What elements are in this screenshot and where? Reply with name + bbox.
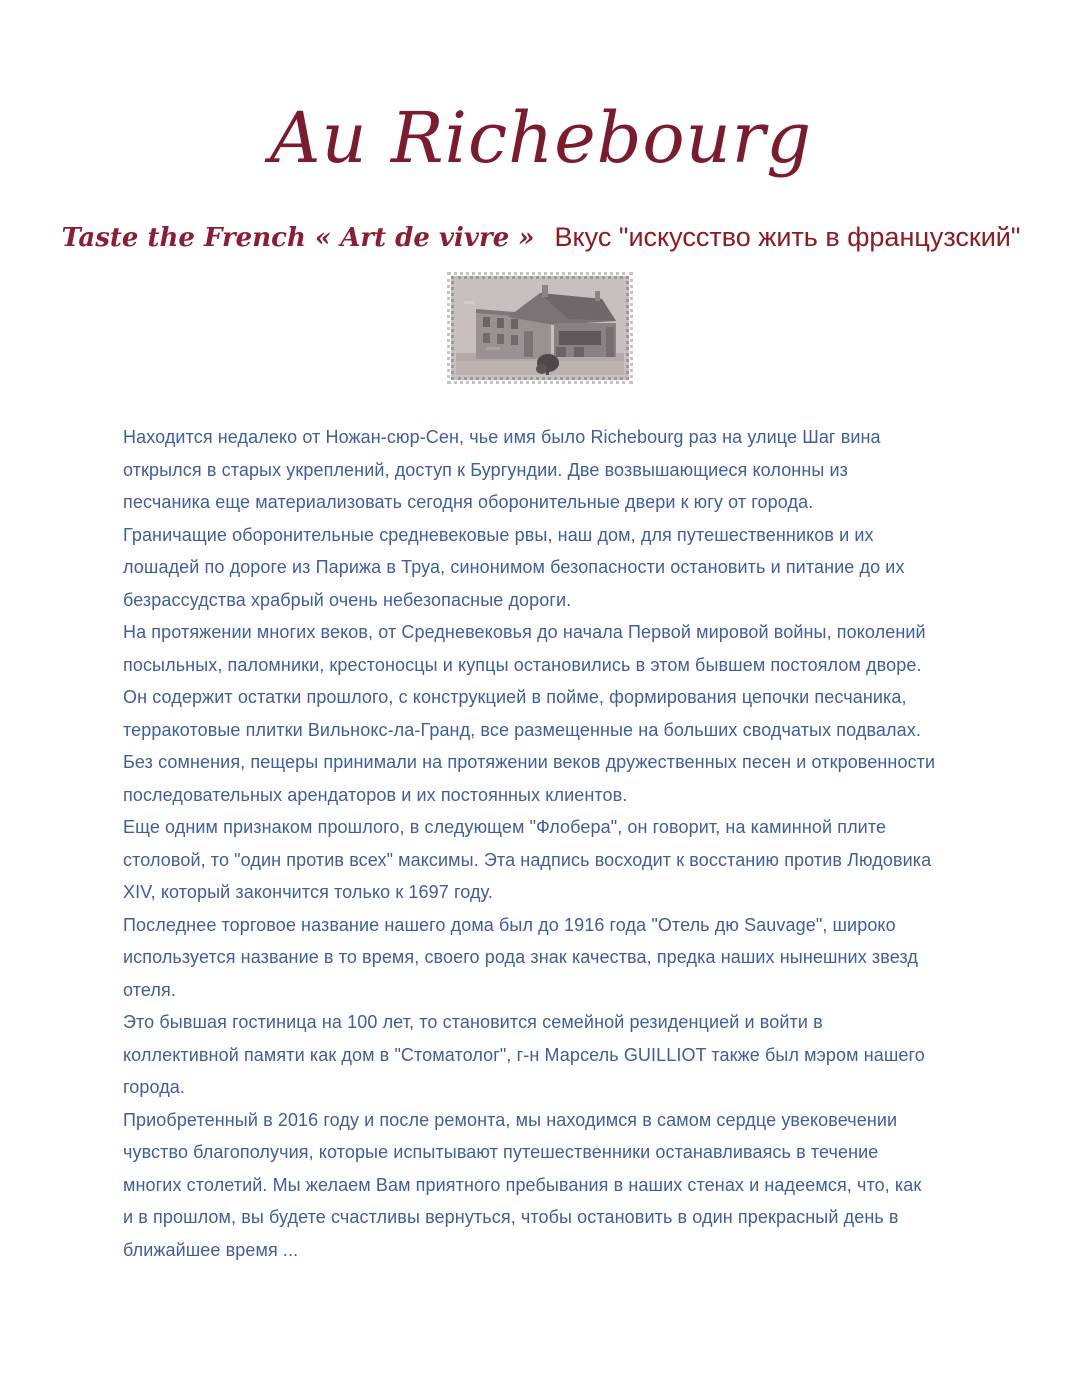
body-text-line: лошадей по дороге из Парижа в Труа, синонимом безопасности остановить и питание до их xyxy=(123,557,905,577)
body-text-line: ближайшее время ... xyxy=(123,1239,299,1260)
page-title: Au Richebourg xyxy=(270,97,812,179)
body-text-line: столовой, то "один против всех" максимы. Эта надпись восходит к восстанию против Людовика xyxy=(123,849,932,870)
body-text-line: Еще одним признаком прошлого, в следующем "Флобера", он говорит, на каминной плите xyxy=(123,817,887,837)
body-text-line: безрассудства храбрый очень небезопасные дороги. xyxy=(123,589,572,610)
body-text-line: и в прошлом, вы будете счастливы вернуться, чтобы остановить в один прекрасный день в xyxy=(123,1207,899,1227)
body-text-line: открылся в старых укреплений, доступ к Бургундии. Две возвышающиеся колонны из xyxy=(123,459,849,480)
body-text-line: многих столетий. Мы желаем Вам приятного пребывания в наших стенах и надеемся, что, как xyxy=(123,1174,922,1195)
body-text-line: Это бывшая гостиница на 100 лет, то становится семейной резиденцией и войти в xyxy=(123,1012,823,1032)
body-text-line: Без сомнения, пещеры принимали на протяжении веков дружественных песен и откровенности xyxy=(123,752,936,772)
body-text-line: Приобретенный в 2016 году и после ремонта, мы находимся в самом сердце увековечении xyxy=(123,1109,898,1130)
body-text-line: коллективной памяти как дом в "Стоматолог", г-н Марсель GUILLIOT также был мэром нашего xyxy=(123,1044,925,1065)
body-text-line: песчаника еще материализовать сегодня оборонительные двери к югу от города. xyxy=(123,492,814,512)
body-text-line: На протяжении многих веков, от Средневековья до начала Первой мировой войны, поколений xyxy=(123,622,926,642)
subtitle-russian: Вкус "искусство жить в французский" xyxy=(554,222,1021,252)
body-text-line: чувство благополучия, которые испытывают путешественники останавливаясь в течение xyxy=(123,1142,879,1162)
building-photo-illustration xyxy=(456,281,624,375)
body-text-line: города. xyxy=(123,1077,186,1097)
body-text-line: посыльных, паломники, крестоносцы и купцы остановились в этом бывшем постоялом дворе. xyxy=(123,654,922,675)
body-text-line: используется название в то время, своего рода знак качества, предка наших нынешних звезд xyxy=(123,947,918,967)
body-text xyxy=(123,421,993,1266)
body-text-line: терракотовые плитки Вильнокс-ла-Гранд, все размещенные на больших сводчатых подвалах. xyxy=(123,719,921,740)
body-text-line: Находится недалеко от Ножан-сюр-Сен, чье имя было Richebourg раз на улице Шаг вина xyxy=(123,427,881,447)
old-building-photo xyxy=(451,276,629,380)
body-text-line: XIV, который закончится только к 1697 году. xyxy=(123,882,493,902)
body-text-line: Последнее торговое название нашего дома был до 1916 года "Отель дю Sauvage", широко xyxy=(123,914,896,935)
body-text-line: отеля. xyxy=(123,979,176,1000)
body-text-line: Граничащие оборонительные средневековые рвы, наш дом, для путешественников и их xyxy=(123,524,874,545)
subtitle-english: Taste the French « Art de vivre » xyxy=(61,223,535,253)
body-text-line: последовательных арендаторов и их постоянных клиентов. xyxy=(123,784,628,805)
body-text-line: Он содержит остатки прошлого, с конструкцией в пойме, формирования цепочки песчаника, xyxy=(123,687,907,707)
subtitle-row xyxy=(0,222,1082,253)
